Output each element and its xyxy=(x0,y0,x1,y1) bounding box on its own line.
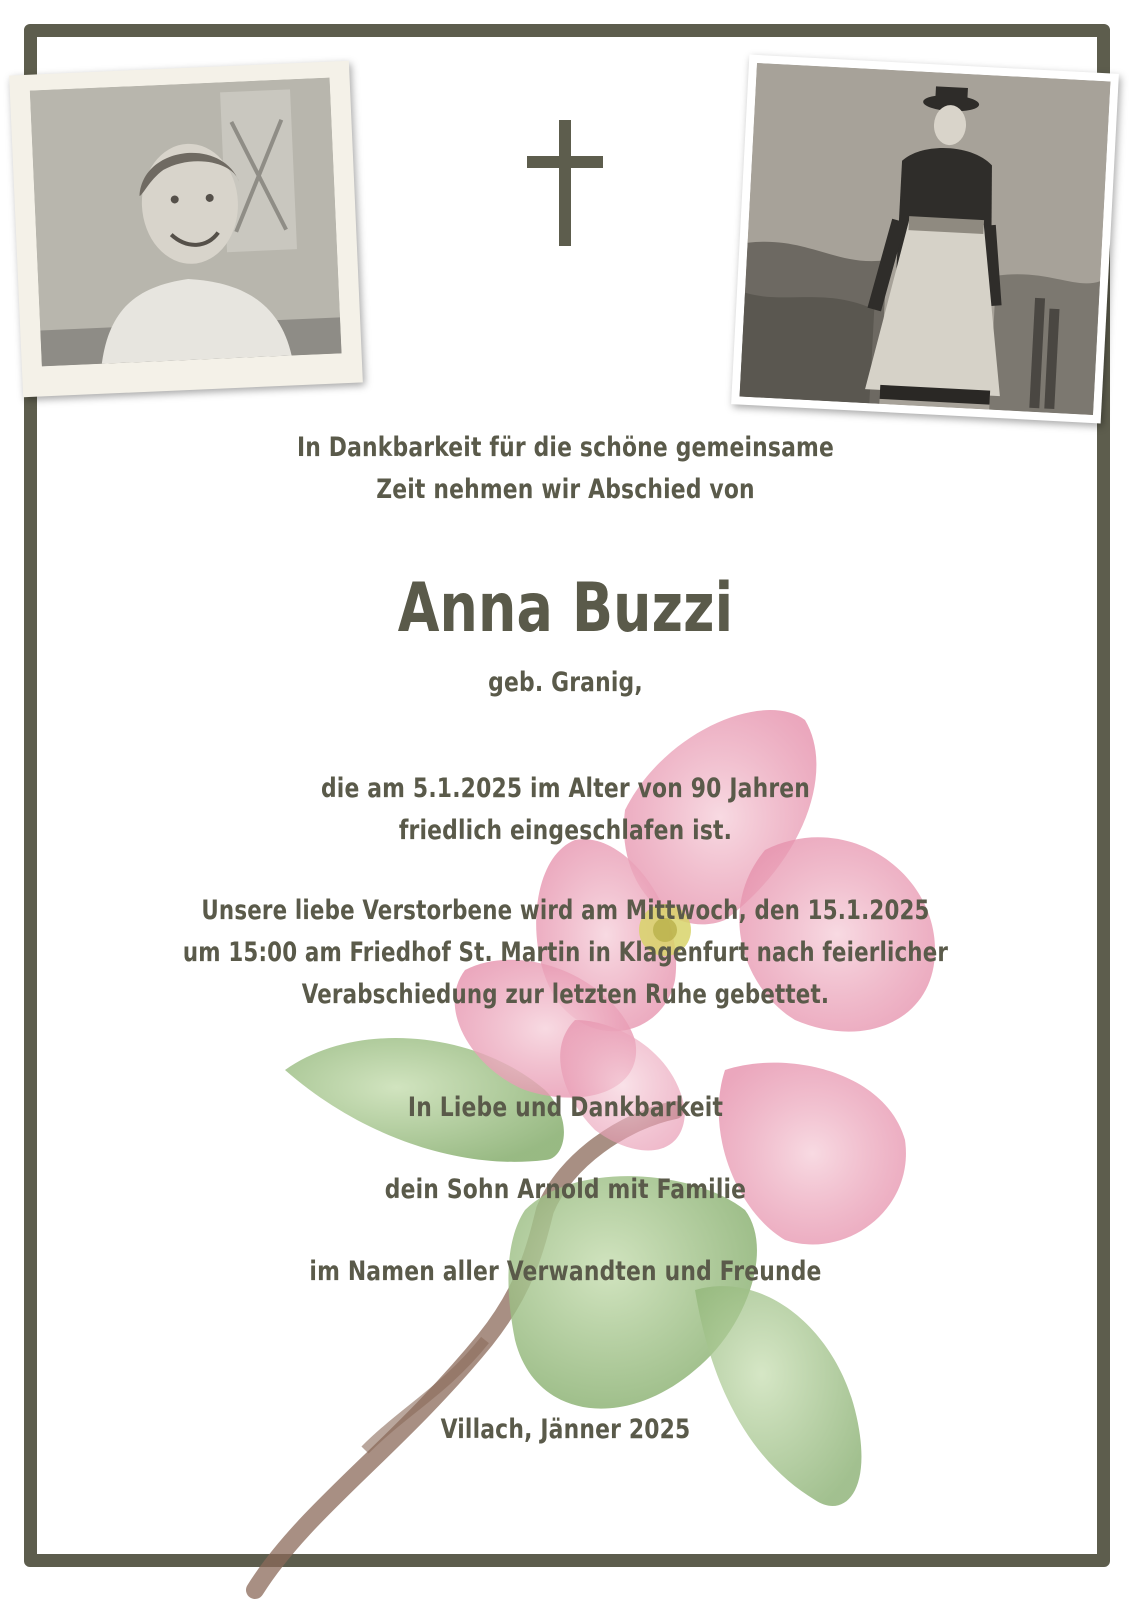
intro-line-2: Zeit nehmen wir Abschied von xyxy=(376,474,755,505)
cross-icon xyxy=(527,120,603,246)
relatives-signature: im Namen aller Verwandten und Freunde xyxy=(309,1256,822,1287)
death-notice-line-1: die am 5.1.2025 im Alter von 90 Jahren xyxy=(320,773,811,804)
maiden-name: geb. Granig, xyxy=(488,667,643,698)
deceased-name: Anna Buzzi xyxy=(397,569,734,648)
portrait-photo-right xyxy=(731,55,1119,424)
portrait-photo-left xyxy=(9,61,363,398)
funeral-line-2: um 15:00 am Friedhof St. Martin in Klagenfurt nach feierlicher xyxy=(182,937,949,968)
smiling-woman-image xyxy=(30,78,342,367)
death-notice-line-2: friedlich eingeschlafen ist. xyxy=(398,815,733,846)
funeral-line-1: Unsere liebe Verstorbene wird am Mittwoch, den 15.1.2025 xyxy=(201,895,930,926)
death-notice xyxy=(129,768,1003,852)
intro-line-1: In Dankbarkeit für die schöne gemeinsame xyxy=(296,432,835,463)
funeral-line-3: Verabschiedung zur letzten Ruhe gebettet. xyxy=(301,979,830,1010)
intro-text xyxy=(129,427,1003,511)
family-signature: dein Sohn Arnold mit Familie xyxy=(384,1174,747,1205)
funeral-details xyxy=(138,890,992,1016)
closing-phrase: In Liebe und Dankbarkeit xyxy=(407,1092,724,1123)
place-and-date: Villach, Jänner 2025 xyxy=(440,1414,691,1445)
standing-woman-image xyxy=(740,63,1111,415)
